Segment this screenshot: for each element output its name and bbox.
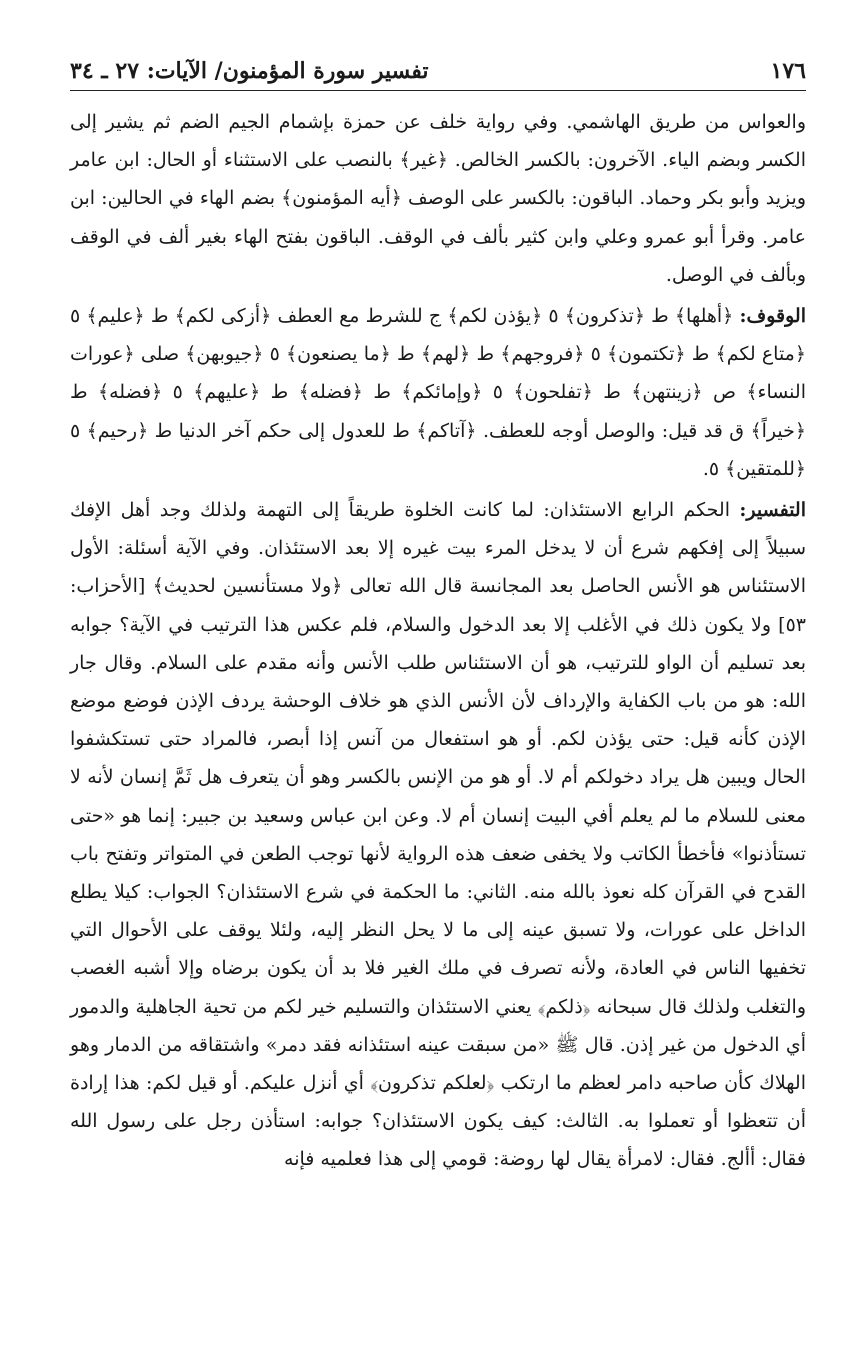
- waqf-text: ﴿أهلها﴾ ط ﴿تذكرون﴾ ٥ ﴿يؤذن لكم﴾ ج للشرط مع العطف ﴿أزكى لكم﴾ ط ﴿عليم﴾ ٥ ﴿متاع لكم﴾ ط ﴿تكتمون﴾ ٥ ﴿فروجهم﴾ ط ﴿لهم﴾ ط ﴿ما يصنعون﴾ ٥ ﴿جيوبهن﴾ صلى ﴿عورات النساء﴾ ص ﴿زينتهن﴾ ط ﴿تفلحون﴾ ٥ ﴿وإمائكم﴾ ط ﴿فضله﴾ ط ﴿عليهم﴾ ٥ ﴿فضله﴾ ط ﴿خيراً﴾ ق قد قيل: والوصل أوجه للعطف. ﴿آتاكم﴾ ط للعدول إلى حكم آخر الدنيا ط ﴿رحيم﴾ ٥ ﴿للمتقين﴾ ٥.: [70, 305, 806, 480]
- qiraat-paragraph: [70, 103, 806, 294]
- tafsir-paragraph: [70, 491, 806, 1179]
- page-number: ١٧٦: [770, 58, 806, 84]
- waqf-label: الوقوف:: [739, 305, 806, 328]
- waqf-paragraph: [70, 297, 806, 488]
- page-body: [70, 103, 806, 1179]
- running-header: [70, 58, 806, 91]
- running-title: تفسير سورة المؤمنون/ الآيات: ٢٧ ـ ٣٤: [70, 58, 429, 84]
- tafsir-label: التفسير:: [739, 499, 806, 522]
- tafsir-text: الحكم الرابع الاستئذان: لما كانت الخلوة طريقاً إلى التهمة ولذلك وجد أهل الإفك سبيلاً إلى إفكهم شرع أن لا يدخل المرء بيت غيره إلا بعد الاستئذان. وفي الآية أسئلة: الأول الاستئناس هو الأنس الحاصل بعد المجانسة قال الله تعالى ﴿ولا مستأنسين لحديث﴾ [الأحزاب: ٥٣] ولا يكون ذلك في الأغلب إلا بعد الدخول والسلام، فلم عكس هذا الترتيب في الآية؟ جوابه بعد تسليم أن الواو للترتيب، هو أن الاستئناس طلب الأنس وأنه مقدم على السلام. وقال جار الله: هو من باب الكفاية والإرداف لأن الأنس الذي هو خلاف الوحشة يردف الإذن فوضع موضع الإذن كأنه قيل: حتى يؤذن لكم. أو هو استفعال من آنس إذا أبصر، فالمراد حتى تستكشفوا الحال ويبين هل يراد دخولكم أم لا. أو هو من الإنس بالكسر وهو أن يتعرف هل ثَمَّ إنسان لأنه لا معنى للسلام ما لم يعلم أفي البيت إنسان أم لا. وعن ابن عباس وسعيد بن جبير: إنما هو «حتى تستأذنوا» فأخطأ الكاتب ولا يخفى ضعف هذه الرواية لأنها توجب الطعن في المتواتر وتفتح باب القدح في القرآن كله نعوذ بالله منه. الثاني: ما الحكمة في شرع الاستئذان؟ الجواب: كيلا يطلع الداخل على عورات، ولا تسبق عينه إلى ما لا يحل النظر إليه، ولئلا يوقف على الأحوال التي تخفيها الناس في العادة، ولأنه تصرف في ملك الغير فلا بد أن يكون برضاه وإلا أشبه الغصب والتغلب ولذلك قال سبحانه ﴿ذلكم﴾ يعني الاستئذان والتسليم خير لكم من تحية الجاهلية والدمور أي الدخول من غير إذن. قال ﷺ «من سبقت عينه استئذانه فقد دمر» واشتقاقه من الدمار وهو الهلاك كأن صاحبه دامر لعظم ما ارتكب ﴿لعلكم تذكرون﴾ أي أنزل عليكم. أو قيل لكم: هذا إرادة أن تتعظوا أو تعملوا به. الثالث: كيف يكون الاستئذان؟ جوابه: استأذن رجل على رسول الله فقال: أألج. فقال: لامرأة يقال لها روضة: قومي إلى هذا فعلميه فإنه: [70, 499, 806, 1171]
- qiraat-text: والعواس من طريق الهاشمي. وفي رواية خلف عن حمزة بإشمام الجيم الضم ثم يشير إلى الكسر وبضم الياء. الآخرون: بالكسر الخالص. ﴿غير﴾ بالنصب على الاستثناء أو الحال: ابن عامر ويزيد وأبو بكر وحماد. الباقون: بالكسر على الوصف ﴿أيه المؤمنون﴾ بضم الهاء في الحالين: ابن عامر. وقرأ أبو عمرو وعلي وابن كثير بألف في الوقف. الباقون بفتح الهاء بغير ألف في الوقف وبألف في الوصل.: [70, 111, 806, 286]
